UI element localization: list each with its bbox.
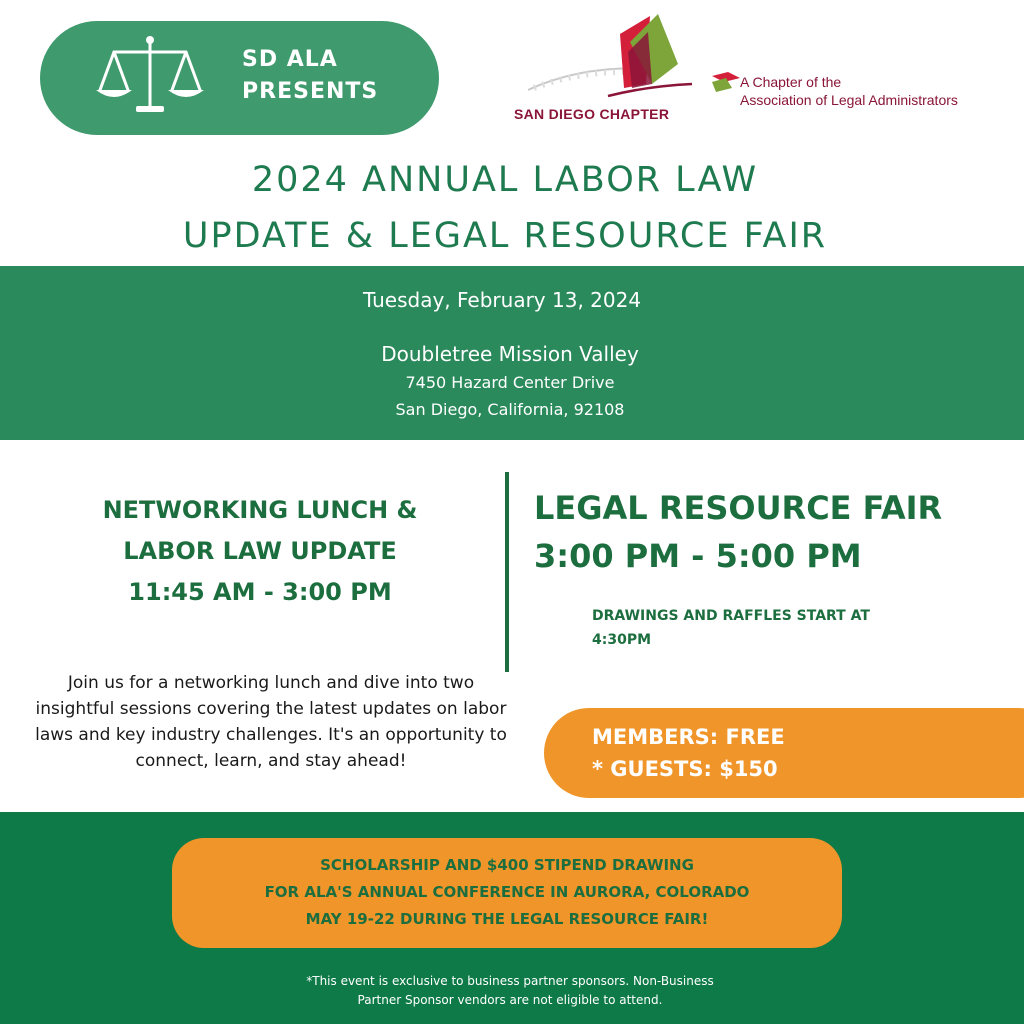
lunch-heading-line-2: LABOR LAW UPDATE bbox=[123, 537, 397, 565]
scales-of-justice-icon bbox=[92, 34, 208, 116]
disclaimer-line-2: Partner Sponsor vendors are not eligible to attend. bbox=[357, 993, 663, 1007]
badge-line-2: PRESENTS bbox=[242, 79, 379, 104]
lunch-description: Join us for a networking lunch and dive into two insightful sessions covering the latest updates on labor laws and key industry challenges. It's an opportunity to connect, learn, and stay ahead! bbox=[35, 673, 507, 771]
event-title-line-1: 2024 ANNUAL LABOR LAW bbox=[251, 160, 759, 200]
venue-street: 7450 Hazard Center Drive bbox=[405, 373, 615, 392]
event-title-line-2: UPDATE & LEGAL RESOURCE FAIR bbox=[182, 216, 828, 256]
column-divider bbox=[505, 472, 509, 672]
lunch-heading-line-1: NETWORKING LUNCH & bbox=[102, 496, 418, 524]
badge-line-1: SD ALA bbox=[242, 47, 338, 72]
chapter-of-line-2: Association of Legal Administrators bbox=[740, 92, 958, 108]
scholarship-line-1: SCHOLARSHIP AND $400 STIPEND DRAWING bbox=[320, 856, 694, 874]
chapter-of-line-1: A Chapter of the bbox=[740, 74, 842, 90]
venue-city: San Diego, California, 92108 bbox=[395, 400, 625, 419]
lunch-heading bbox=[40, 490, 480, 613]
venue-name: Doubletree Mission Valley bbox=[381, 342, 639, 366]
raffle-note: DRAWINGS AND RAFFLES START AT 4:30PM bbox=[592, 608, 870, 648]
ala-flag-icon bbox=[710, 70, 744, 94]
badge-text bbox=[242, 44, 378, 108]
disclaimer bbox=[250, 972, 770, 1010]
sail-logo-icon bbox=[528, 12, 698, 112]
event-title bbox=[0, 152, 1010, 264]
lunch-time: 11:45 AM - 3:00 PM bbox=[128, 578, 392, 606]
scholarship-line-2: FOR ALA'S ANNUAL CONFERENCE IN AURORA, COLORADO bbox=[264, 883, 750, 901]
chapter-affiliation bbox=[740, 73, 958, 109]
scholarship-line-3: MAY 19-22 DURING THE LEGAL RESOURCE FAIR! bbox=[305, 910, 709, 928]
event-date: Tuesday, February 13, 2024 bbox=[362, 288, 642, 312]
chapter-name: SAN DIEGO CHAPTER bbox=[514, 106, 670, 122]
scholarship-text bbox=[172, 852, 842, 933]
price-members: MEMBERS: FREE bbox=[592, 725, 785, 749]
price-guests: * GUESTS: $150 bbox=[592, 757, 778, 781]
fair-time: 3:00 PM - 5:00 PM bbox=[534, 537, 862, 575]
disclaimer-line-1: *This event is exclusive to business partner sponsors. Non-Business bbox=[306, 974, 714, 988]
fair-title: LEGAL RESOURCE FAIR bbox=[534, 489, 943, 527]
